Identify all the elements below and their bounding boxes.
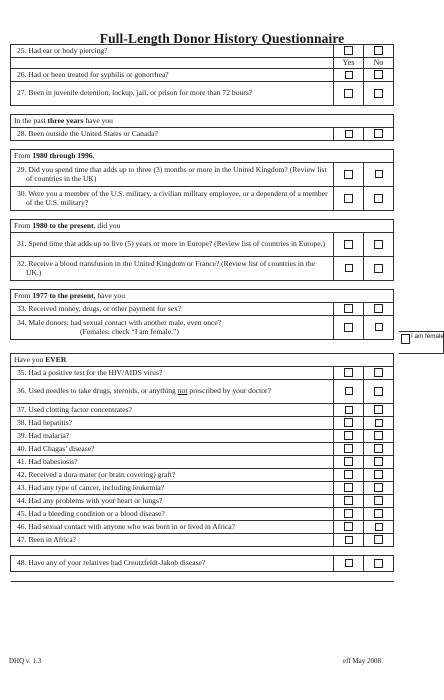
q48-no-checkbox[interactable] <box>374 559 383 568</box>
q46-yes-checkbox[interactable] <box>344 522 353 531</box>
q39-no-checkbox[interactable] <box>374 431 383 440</box>
question-row-46 <box>11 521 394 534</box>
q44-yes-checkbox[interactable] <box>344 496 353 505</box>
question-34: 34. Male donors: had sexual contact with another male, even once? <box>17 317 222 327</box>
question-38: 38. Had hepatitis? <box>11 417 334 430</box>
q46-no-checkbox[interactable] <box>375 523 383 531</box>
question-row-44 <box>11 495 394 508</box>
q32-no-checkbox[interactable] <box>374 264 383 273</box>
question-39: 39. Had malaria? <box>11 430 334 443</box>
q30-no-checkbox[interactable] <box>374 194 383 203</box>
section-3yr-post: have you <box>83 115 113 125</box>
question-40: 40. Had Chagas’ disease? <box>11 443 334 456</box>
question-37: 37. Used clotting factor concentrates? <box>11 404 334 417</box>
q33-yes-checkbox[interactable] <box>344 304 353 313</box>
q44-no-checkbox[interactable] <box>374 496 383 505</box>
footer-effective-date: eff May 2008 <box>343 657 381 665</box>
section-1980-1996-bold: 1980 through 1996 <box>32 150 93 160</box>
q33-no-checkbox[interactable] <box>374 304 383 313</box>
question-28: 28. Been outside the United States or Canada? <box>11 128 334 141</box>
q38-yes-checkbox[interactable] <box>344 418 353 427</box>
section-1980-present-post: , did you <box>93 220 121 230</box>
section-1977-pre: From <box>14 290 33 300</box>
question-36-post: prescribed by your doctor? <box>187 386 271 396</box>
q47-yes-checkbox[interactable] <box>345 536 353 544</box>
question-30: 30. Were you a member of the U.S. military, a civilian military employee, or a dependent of a member of the U.S. military? <box>11 187 334 211</box>
q29-yes-checkbox[interactable] <box>344 170 353 179</box>
q35-yes-checkbox[interactable] <box>344 368 353 377</box>
question-row-29 <box>11 163 394 187</box>
question-row-48 <box>11 556 394 572</box>
question-row-45 <box>11 508 394 521</box>
q40-no-checkbox[interactable] <box>374 444 383 453</box>
question-row-38 <box>11 417 394 430</box>
section-ever-pre: Have you <box>14 354 46 364</box>
question-row-34 <box>11 316 394 340</box>
q40-yes-checkbox[interactable] <box>344 444 353 453</box>
question-row-39 <box>11 430 394 443</box>
section-1980-1996-pre: From <box>14 150 33 160</box>
question-31: 31. Spend time that adds up to five (5) years or more in Europe? (Review list of countries in Europe.) <box>11 233 334 257</box>
question-32: 32. Receive a blood transfusion in the United Kingdom or France? (Review list of countries in the UK.) <box>11 257 334 281</box>
q29-no-checkbox[interactable] <box>375 170 383 178</box>
female-label: I am female <box>411 333 444 340</box>
section-3yr-bold: three years <box>47 115 84 125</box>
q34-yes-checkbox[interactable] <box>344 323 353 332</box>
yes-column-header: Yes <box>334 58 364 69</box>
section-1977-post: , have you <box>93 290 126 300</box>
q47-no-checkbox[interactable] <box>374 535 383 544</box>
question-42: 42. Received a dura mater (or brain covering) graft? <box>11 469 334 482</box>
section-1980-1996 <box>11 150 394 163</box>
question-row-43 <box>11 482 394 495</box>
section-1980-present <box>11 220 394 233</box>
q42-no-checkbox[interactable] <box>374 470 383 479</box>
q36-yes-checkbox[interactable] <box>345 387 353 395</box>
female-checkbox[interactable] <box>401 334 410 344</box>
section-three-years <box>11 115 394 128</box>
footer-version: DHQ v. 1.3 <box>9 657 42 665</box>
q43-yes-checkbox[interactable] <box>344 483 353 492</box>
question-45: 45. Had a bleeding condition or a blood disease? <box>11 508 334 521</box>
question-48: 48. Have any of your relatives had Creutzfeldt-Jakob disease? <box>11 556 334 572</box>
q28-yes-checkbox[interactable] <box>345 130 353 138</box>
question-row-33 <box>11 303 394 316</box>
q27-yes-checkbox[interactable] <box>344 89 353 98</box>
q25-no-checkbox[interactable] <box>374 46 383 55</box>
question-41: 41. Had babesiosis? <box>11 456 334 469</box>
question-36-pre: 36. Used needles to take drugs, steroids, or anything <box>17 386 178 396</box>
q38-no-checkbox[interactable] <box>375 419 383 427</box>
q41-no-checkbox[interactable] <box>374 457 383 466</box>
question-47: 47. Been in Africa? <box>11 534 334 547</box>
question-row-32 <box>11 257 394 281</box>
question-row-36 <box>11 380 394 404</box>
section-ever <box>11 354 394 367</box>
question-46: 46. Had sexual contact with anyone who was born in or lived in Africa? <box>11 521 334 534</box>
question-row-41 <box>11 456 394 469</box>
question-25: 25. Had ear or body piercing? <box>11 45 334 58</box>
q25-yes-checkbox[interactable] <box>344 46 353 55</box>
q43-no-checkbox[interactable] <box>374 483 383 492</box>
question-33: 33. Received money, drugs, or other payment for sex? <box>11 303 334 316</box>
question-row-25 <box>11 45 394 58</box>
question-row-40 <box>11 443 394 456</box>
question-34-female-note: (Females: check “I am female.”) <box>80 326 179 336</box>
column-header-row <box>11 58 394 69</box>
q36-no-checkbox[interactable] <box>374 387 383 396</box>
q37-no-checkbox[interactable] <box>374 405 383 414</box>
question-43: 43. Had any type of cancer, including leukemia? <box>11 482 334 495</box>
form-title: Full-Length Donor History Questionnaire <box>99 31 345 46</box>
q42-yes-checkbox[interactable] <box>344 470 353 479</box>
questionnaire-table <box>10 44 394 582</box>
q34-no-checkbox[interactable] <box>375 323 383 331</box>
q31-no-checkbox[interactable] <box>374 240 383 249</box>
q37-yes-checkbox[interactable] <box>345 406 353 414</box>
q31-yes-checkbox[interactable] <box>344 240 353 249</box>
q39-yes-checkbox[interactable] <box>344 431 353 440</box>
question-29: 29. Did you spend time that adds up to three (3) months or more in the United Kingdom? (Review list of countries in the UK) <box>11 163 334 187</box>
question-26: 26. Had or been treated for syphilis or gonorrhea? <box>11 69 334 82</box>
section-1977-bold: 1977 to the present <box>32 290 94 300</box>
question-row-42 <box>11 469 394 482</box>
question-row-35 <box>11 367 394 380</box>
q35-no-checkbox[interactable] <box>374 368 383 377</box>
question-row-26 <box>11 69 394 82</box>
question-row-47 <box>11 534 394 547</box>
q28-no-checkbox[interactable] <box>374 129 383 138</box>
question-row-30 <box>11 187 394 211</box>
question-27: 27. Been in juvenile detention, lockup, jail, or prison for more than 72 hours? <box>11 82 334 106</box>
section-ever-bold: EVER <box>45 354 67 364</box>
section-3yr-pre: In the past <box>14 115 48 125</box>
section-1980-present-bold: 1980 to the present <box>32 220 94 230</box>
q48-yes-checkbox[interactable] <box>345 559 353 567</box>
section-1980-1996-post: , <box>92 150 95 160</box>
q32-yes-checkbox[interactable] <box>345 264 353 272</box>
q41-yes-checkbox[interactable] <box>344 457 353 466</box>
question-36-underline: not <box>177 386 188 396</box>
q27-no-checkbox[interactable] <box>374 89 383 98</box>
question-row-27 <box>11 82 394 106</box>
no-column-header: No <box>364 58 394 69</box>
section-1977 <box>11 290 394 303</box>
question-35: 35. Had a positive test for the HIV/AIDS virus? <box>11 367 334 380</box>
question-row-28 <box>11 128 394 141</box>
question-row-31 <box>11 233 394 257</box>
question-row-37 <box>11 404 394 417</box>
female-option[interactable] <box>401 334 444 344</box>
q26-yes-checkbox[interactable] <box>345 71 353 79</box>
q45-yes-checkbox[interactable] <box>344 509 353 518</box>
q45-no-checkbox[interactable] <box>374 509 383 518</box>
q30-yes-checkbox[interactable] <box>344 194 353 203</box>
question-44: 44. Had any problems with your heart or lungs? <box>11 495 334 508</box>
q26-no-checkbox[interactable] <box>374 70 383 79</box>
section-1980-present-pre: From <box>14 220 33 230</box>
